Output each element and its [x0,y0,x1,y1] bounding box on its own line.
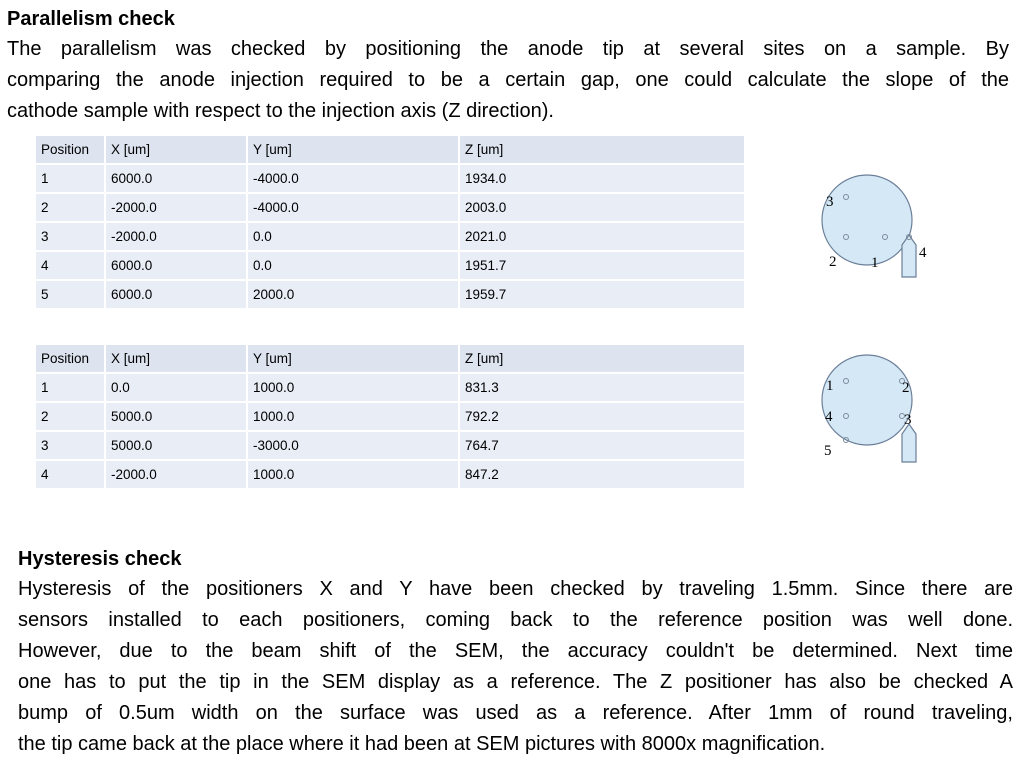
cell-z: 1951.7 [460,252,744,279]
cell-y: 0.0 [248,223,458,250]
hysteresis-line: bump of 0.5um width on the surface was used as a reference. After 1mm of round traveling, [18,702,1013,724]
cell-x: 6000.0 [106,165,246,192]
col-header-x: X [um] [106,345,246,372]
site-label: 1 [871,255,879,271]
table-row [36,165,744,192]
anode-tip [902,424,916,462]
hysteresis-line: the tip came back at the place where it had been at SEM pictures with 8000x magnification. [18,733,826,755]
col-header-z: Z [um] [460,345,744,372]
table-header-row [36,345,744,372]
col-header-z: Z [um] [460,136,744,163]
table-row [36,281,744,308]
cell-y: 1000.0 [248,374,458,401]
anode-tip [902,235,916,277]
col-header-position: Position [36,345,104,372]
cell-z: 764.7 [460,432,744,459]
cell-y: 1000.0 [248,461,458,488]
parallelism-line: cathode sample with respect to the injection axis (Z direction). [7,100,554,122]
cell-position: 2 [36,194,104,221]
cell-position: 5 [36,281,104,308]
site-label: 2 [829,254,837,270]
table-row [36,374,744,401]
hysteresis-title: Hysteresis check [18,548,182,570]
sample-disc [822,355,912,445]
hysteresis-line: sensors installed to each positioners, coming back to the reference position was well done. [18,609,1013,631]
table-row [36,252,744,279]
hysteresis-line: Hysteresis of the positioners X and Y have been checked by traveling 1.5mm. Since there are [18,578,1013,600]
parallelism-paragraph [7,34,1009,127]
sample-position-diagram-2 [810,350,940,470]
table-row [36,432,744,459]
site-label: 3 [904,412,912,428]
cell-x: -2000.0 [106,461,246,488]
col-header-position: Position [36,136,104,163]
sample-disc [822,175,912,265]
sample-position-diagram-1 [810,165,940,285]
cell-x: 6000.0 [106,252,246,279]
cell-z: 1959.7 [460,281,744,308]
parallelism-line: The parallelism was checked by positioning the anode tip at several sites on a sample. By [7,38,1009,60]
cell-z: 792.2 [460,403,744,430]
cell-z: 2021.0 [460,223,744,250]
cell-x: -2000.0 [106,194,246,221]
cell-y: -4000.0 [248,165,458,192]
cell-position: 1 [36,165,104,192]
cell-y: 2000.0 [248,281,458,308]
cell-z: 2003.0 [460,194,744,221]
table-row [36,461,744,488]
cell-position: 3 [36,432,104,459]
hysteresis-paragraph [18,574,1013,760]
cell-position: 2 [36,403,104,430]
site-label: 5 [824,443,832,459]
site-label: 1 [826,378,834,394]
site-label: 4 [919,245,927,261]
site-label: 4 [825,409,833,425]
cell-x: 5000.0 [106,403,246,430]
position-table-2 [34,343,746,490]
cell-x: 6000.0 [106,281,246,308]
cell-y: -4000.0 [248,194,458,221]
col-header-x: X [um] [106,136,246,163]
cell-position: 3 [36,223,104,250]
cell-position: 1 [36,374,104,401]
cell-y: 0.0 [248,252,458,279]
parallelism-title: Parallelism check [7,8,175,30]
site-label: 3 [826,194,834,210]
cell-x: 5000.0 [106,432,246,459]
cell-z: 1934.0 [460,165,744,192]
cell-x: -2000.0 [106,223,246,250]
cell-z: 847.2 [460,461,744,488]
table-row [36,403,744,430]
cell-position: 4 [36,252,104,279]
col-header-y: Y [um] [248,136,458,163]
hysteresis-line: However, due to the beam shift of the SEM, the accuracy couldn't be determined. Next time [18,640,1013,662]
table-header-row [36,136,744,163]
cell-y: 1000.0 [248,403,458,430]
cell-position: 4 [36,461,104,488]
table-row [36,194,744,221]
cell-y: -3000.0 [248,432,458,459]
hysteresis-line: one has to put the tip in the SEM display as a reference. The Z positioner has also be checked A [18,671,1013,693]
site-label: 2 [902,380,910,396]
cell-x: 0.0 [106,374,246,401]
cell-z: 831.3 [460,374,744,401]
table-row [36,223,744,250]
position-table-1 [34,134,746,310]
parallelism-line: comparing the anode injection required to be a certain gap, one could calculate the slope of the [7,69,1009,91]
col-header-y: Y [um] [248,345,458,372]
